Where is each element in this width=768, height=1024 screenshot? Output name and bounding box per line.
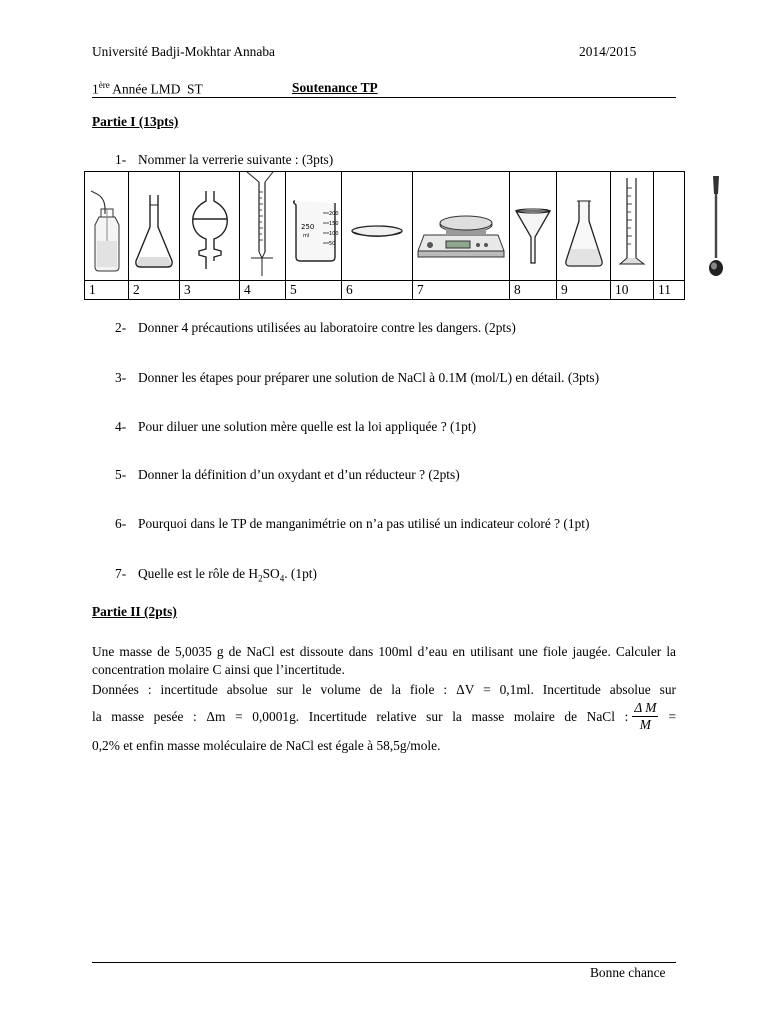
burette-icon (243, 172, 283, 280)
question-7 (115, 566, 317, 584)
glassware-number-6: 6 (342, 281, 413, 300)
glassware-cell-7 (413, 172, 510, 281)
question-3 (115, 370, 599, 386)
glassware-number-3: 3 (180, 281, 240, 300)
spatula-icon (704, 172, 728, 282)
glassware-cell-4 (240, 172, 286, 281)
wash-bottle-icon (87, 179, 127, 274)
glassware-number-9: 9 (557, 281, 611, 300)
separatory-funnel-icon (185, 179, 235, 274)
volumetric-flask-icon (132, 179, 176, 274)
beaker-volume-label: 250 (300, 222, 314, 231)
part2-paragraph-2: Données : incertitude absolue sur le volume de la fiole : ΔV = 0,1ml. Incertitude absolue sur (92, 682, 676, 697)
beaker-unit-label: ml (302, 232, 309, 239)
beaker-grad-50: 50 (328, 240, 335, 247)
university-name: Université Badji-Mokhtar Annaba (92, 44, 275, 59)
glassware-cell-8 (510, 172, 557, 281)
page-title: Soutenance TP (292, 80, 378, 95)
glassware-number-1: 1 (85, 281, 129, 300)
question-2 (115, 320, 516, 336)
header-divider (92, 97, 676, 98)
question-6-number: 6- (115, 516, 127, 531)
question-6-text: Pourquoi dans le TP de manganimétrie on n’a pas utilisé un indicateur coloré ? (1pt) (138, 516, 590, 531)
watch-glass-icon (347, 179, 407, 274)
beaker-icon (289, 179, 339, 274)
ratio-denominator: M (639, 717, 651, 732)
glassware-number-7: 7 (413, 281, 510, 300)
glassware-table (84, 171, 685, 300)
part2-paragraph-4: 0,2% et enfin masse moléculaire de NaCl est égale à 58,5g/mole. (92, 738, 441, 753)
glassware-cell-11 (654, 172, 685, 281)
part2-title: Partie II (2pts) (92, 604, 177, 619)
part1-title: Partie I (13pts) (92, 114, 179, 129)
glassware-cell-6 (342, 172, 413, 281)
beaker-grad-150: 150 (328, 220, 339, 227)
level-number: 1 (92, 81, 99, 97)
part2-paragraph-3 (92, 700, 676, 733)
glassware-number-10: 10 (611, 281, 654, 300)
glassware-number-8: 8 (510, 281, 557, 300)
glassware-number-5: 5 (286, 281, 342, 300)
ratio-numerator: Δ M (634, 700, 657, 715)
glassware-number-2: 2 (129, 281, 180, 300)
glassware-cell-3 (180, 172, 240, 281)
question-5-text: Donner la définition d’un oxydant et d’un réducteur ? (2pts) (138, 467, 460, 482)
footer-text: Bonne chance (590, 965, 666, 980)
molar-mass-ratio (632, 700, 658, 733)
academic-year: 2014/2015 (579, 44, 637, 59)
question-3-number: 3- (115, 370, 127, 385)
glassware-cell-2 (129, 172, 180, 281)
question-4 (115, 419, 476, 435)
equals-sign: = (668, 708, 676, 724)
question-3-text: Donner les étapes pour préparer une solution de NaCl à 0.1M (mol/L) en détail. (3pts) (138, 370, 600, 385)
question-5-number: 5- (115, 467, 127, 482)
question-2-number: 2- (115, 320, 127, 335)
glassware-cell-9 (557, 172, 611, 281)
question-7-number: 7- (115, 566, 127, 581)
question-1 (115, 152, 333, 168)
level-superscript: ère (98, 80, 110, 90)
question-4-number: 4- (115, 419, 127, 434)
footer-divider (92, 962, 676, 963)
glassware-cell-5 (286, 172, 342, 281)
level-label (92, 80, 203, 97)
funnel-icon (513, 179, 553, 274)
glassware-cell-1 (85, 172, 129, 281)
question-5 (115, 467, 460, 483)
question-6 (115, 516, 589, 532)
beaker-grad-100: 100 (328, 230, 339, 237)
glassware-number-4: 4 (240, 281, 286, 300)
question-7-text: Quelle est le rôle de $H_2SO_4$. (1pt) (138, 566, 317, 584)
question-1-text: Nommer la verrerie suivante : (3pts) (138, 152, 334, 167)
part2-paragraph-3-text: la masse pesée : Δm = 0,0001g. Incertitude relative sur la masse molaire de NaCl : (92, 708, 629, 724)
glassware-cell-10 (611, 172, 654, 281)
beaker-grad-200: 200 (328, 210, 339, 217)
question-4-text: Pour diluer une solution mère quelle est la loi appliquée ? (1pt) (138, 419, 477, 434)
question-1-number: 1- (115, 152, 127, 167)
erlenmeyer-flask-icon (561, 179, 607, 274)
part2-paragraph-1: Une masse de 5,0035 g de NaCl est dissoute dans 100ml d’eau en utilisant une fiole jaugée. Calculer la concentration molaire C ainsi que l’incertitude. (92, 644, 676, 678)
question-2-text: Donner 4 précautions utilisées au laboratoire contre les dangers. (2pts) (138, 320, 516, 335)
balance-icon (416, 179, 506, 274)
glassware-number-11: 11 (654, 281, 685, 300)
graduated-cylinder-icon (614, 172, 650, 280)
level-text: Année LMD ST (109, 81, 203, 97)
